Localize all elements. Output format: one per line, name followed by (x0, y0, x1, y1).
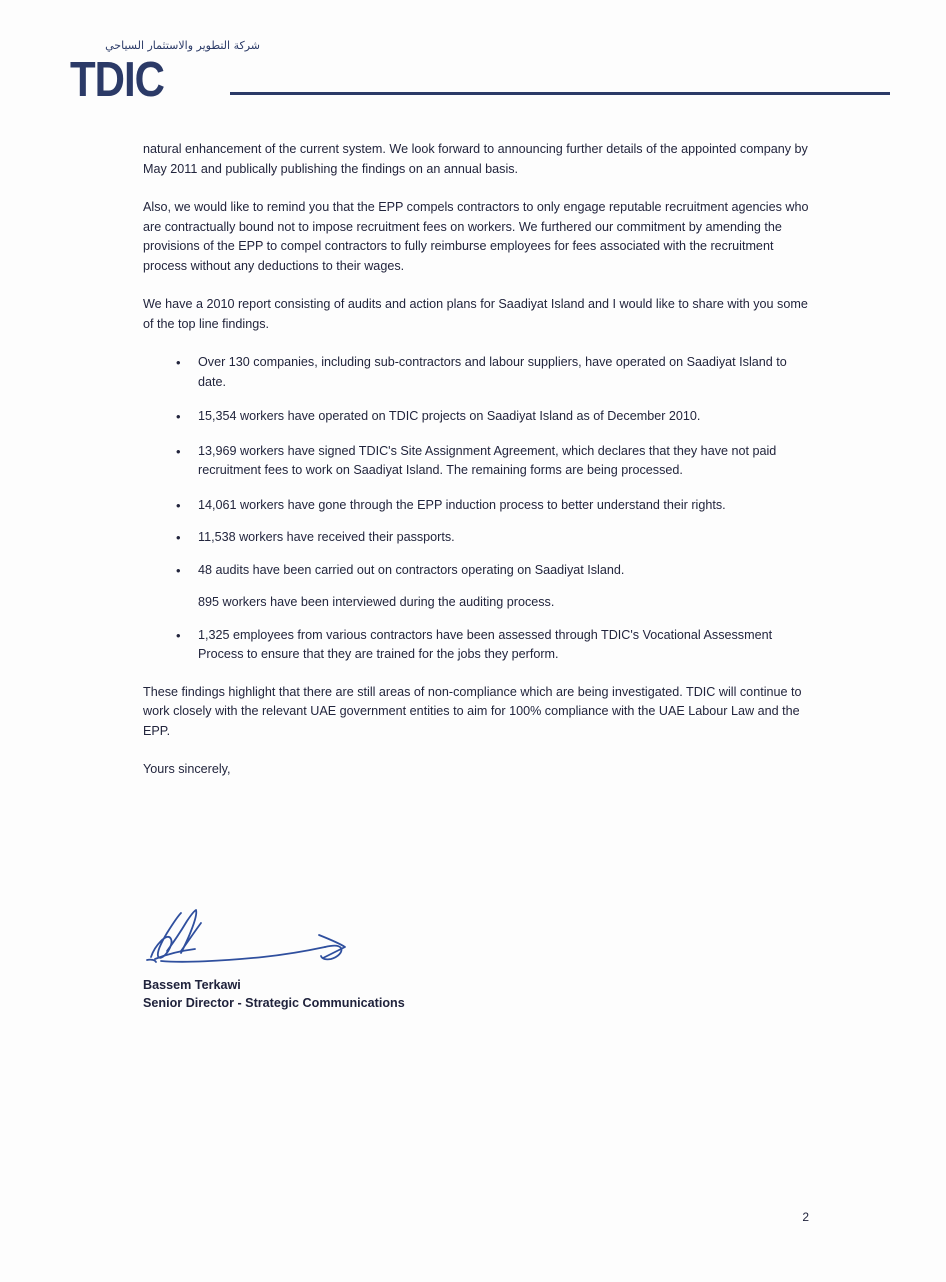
sign-off: Yours sincerely, (143, 762, 231, 776)
list-item-text: 895 workers have been interviewed during the auditing process. (198, 595, 555, 609)
letter-body (143, 140, 813, 799)
bullet-icon: • (176, 443, 181, 459)
list-item-text: 48 audits have been carried out on contractors operating on Saadiyat Island. (198, 562, 625, 577)
logo-latin-text: TDIC (70, 51, 164, 107)
bullet-icon: • (176, 409, 181, 424)
list-item (143, 407, 813, 427)
findings-list (143, 353, 813, 665)
list-item (143, 353, 813, 392)
bullet-icon: • (176, 530, 181, 545)
list-item-text: 1,325 employees from various contractors have been assessed through TDIC's Vocational Assessment Process to ensure that they are trained for the jobs they perform. (198, 627, 773, 661)
list-item (143, 442, 813, 481)
bullet-icon: • (176, 562, 181, 578)
signature-mark (143, 905, 543, 980)
signer-title: Senior Director - Strategic Communications (143, 996, 405, 1010)
signature-block (143, 976, 405, 1012)
letterhead (60, 38, 890, 108)
list-item (143, 626, 813, 665)
bullet-icon: • (176, 627, 181, 643)
logo-arabic-text: شركة التطوير والاستثمار السياحي (105, 39, 260, 52)
handwritten-signature-icon (143, 905, 403, 975)
list-item (143, 528, 813, 548)
page-number: 2 (802, 1210, 809, 1224)
list-item-text: Over 130 companies, including sub-contractors and labour suppliers, have operated on Saadiyat Island to date. (198, 355, 787, 389)
tdic-logo (70, 38, 260, 107)
list-item-text: 15,354 workers have operated on TDIC projects on Saadiyat Island as of December 2010. (198, 409, 701, 423)
bullet-icon: • (176, 497, 181, 513)
list-item (143, 561, 813, 581)
list-item-text: 14,061 workers have gone through the EPP induction process to better understand their rights. (198, 497, 726, 512)
paragraph: Also, we would like to remind you that the EPP compels contractors to only engage reputable recruitment agencies who are contractually bound not to impose recruitment fees on workers. We furthered our commitment by amending the provisions of the EPP to compel contractors to fully reimburse employees for fees associated with the recruitment process without any deductions to their wages. (143, 200, 809, 273)
signer-name: Bassem Terkawi (143, 978, 241, 992)
paragraph: natural enhancement of the current system. We look forward to announcing further details of the appointed company by May 2011 and publically publishing the findings on an annual basis. (143, 142, 808, 176)
closing-paragraph: These findings highlight that there are still areas of non-compliance which are being investigated. TDIC will continue to work closely with the relevant UAE government entities to aim for 100% compliance with the UAE Labour Law and the EPP. (143, 684, 802, 738)
list-item (143, 593, 813, 613)
list-item-text: 13,969 workers have signed TDIC's Site Assignment Agreement, which declares that they have not paid recruitment fees to work on Saadiyat Island. The remaining forms are being processed. (198, 443, 777, 477)
paragraph: We have a 2010 report consisting of audits and action plans for Saadiyat Island and I would like to share with you some of the top line findings. (143, 297, 808, 331)
list-item (143, 496, 813, 516)
bullet-icon: • (176, 355, 181, 370)
header-divider (230, 92, 890, 95)
list-item-text: 11,538 workers have received their passports. (198, 530, 455, 544)
